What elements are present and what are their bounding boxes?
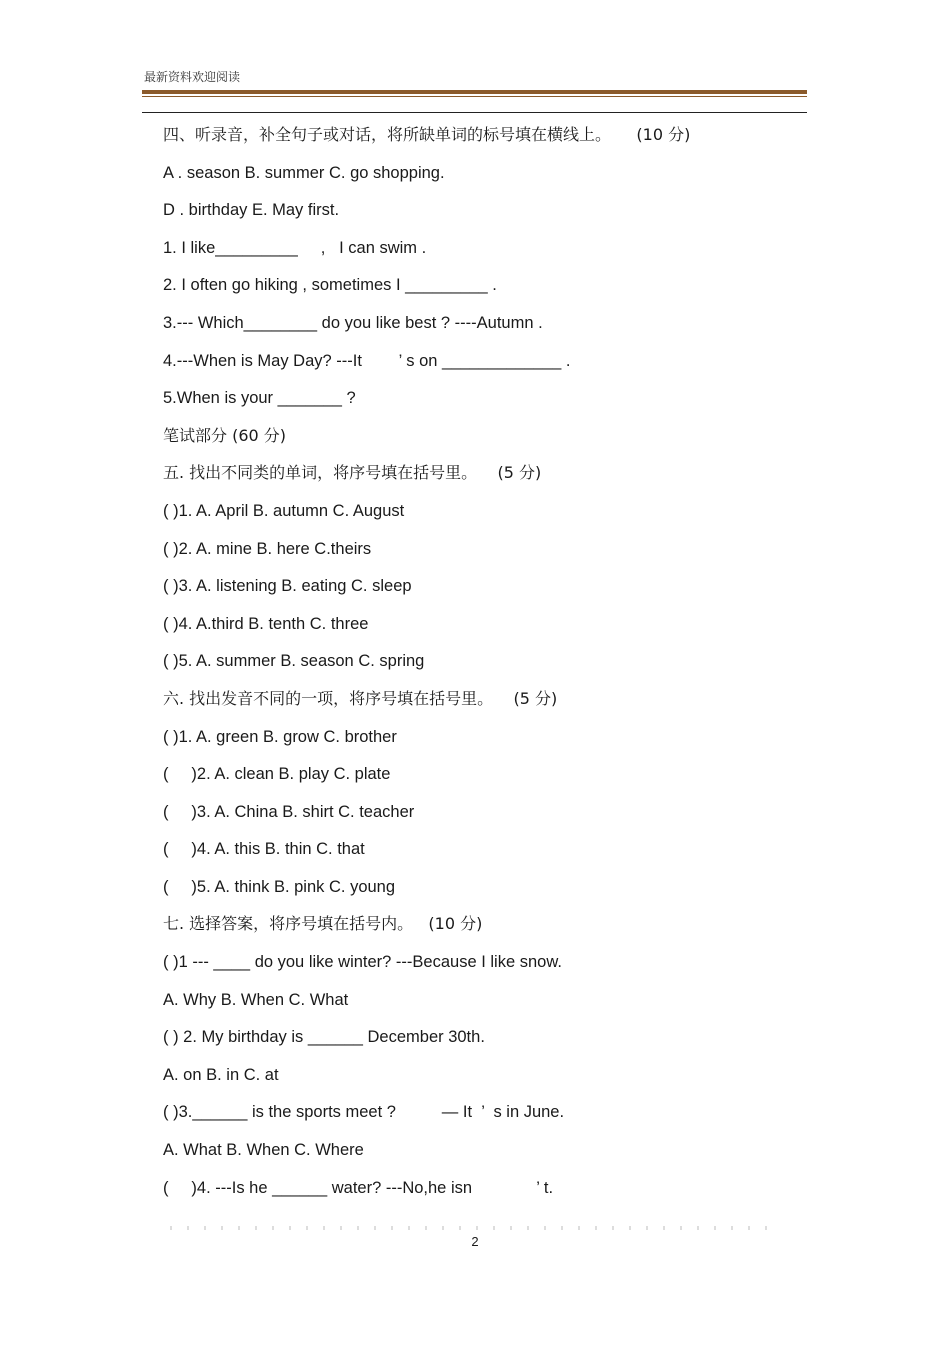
exercise-line: ( )3. A. listening B. eating C. sleep xyxy=(163,577,412,596)
exercise-line: 3.--- Which________ do you like best ? ----Autumn . xyxy=(163,313,543,332)
exercise-line: ( )2. A. clean B. play C. plate xyxy=(163,765,391,784)
exercise-line: A . season B. summer C. go shopping. xyxy=(163,163,445,182)
section-heading: 四、听录音，补全句子或对话，将所缺单词的标号填在横线上。 (10 分) xyxy=(163,125,691,144)
running-header: 最新资料欢迎阅读 xyxy=(144,70,241,84)
exercise-line: ( )3.______ is the sports meet ? — It ’ s in June. xyxy=(163,1103,565,1122)
exercise-line: ( )1. A. April B. autumn C. August xyxy=(163,501,405,520)
section-heading: 五. 找出不同类的单词，将序号填在括号里。 (5 分) xyxy=(163,463,542,483)
exercise-line: D . birthday E. May first. xyxy=(163,201,340,220)
exercise-line: A. What B. When C. Where xyxy=(163,1141,364,1160)
exercise-line: ( )1 --- ____ do you like winter? ---Because I like snow. xyxy=(163,953,562,972)
page-edge-artifact xyxy=(170,1226,770,1230)
header-rule-bottom xyxy=(142,112,807,113)
exercise-line: ( )4. A.third B. tenth C. three xyxy=(163,614,369,633)
section-heading: 七. 选择答案，将序号填在括号内。 (10 分) xyxy=(163,914,483,934)
header-rule-thin xyxy=(142,96,807,97)
exercise-line: ( ) 2. My birthday is ______ December 30th. xyxy=(163,1028,485,1047)
header-rule-thick xyxy=(142,90,807,94)
exercise-line: ( )1. A. green B. grow C. brother xyxy=(163,727,397,746)
exercise-line: ( )5. A. think B. pink C. young xyxy=(163,877,396,896)
exercise-line: 1. I like_________ , I can swim . xyxy=(163,238,427,257)
page-number: 2 xyxy=(471,1234,479,1249)
exercise-line: 4.---When is May Day? ---It ’ s on _____________ . xyxy=(163,351,571,370)
exercise-line: 5.When is your _______ ? xyxy=(163,389,356,408)
exercise-line: 2. I often go hiking , sometimes I _________ . xyxy=(163,276,497,295)
exercise-line: ( )5. A. summer B. season C. spring xyxy=(163,652,425,671)
exercise-line: ( )3. A. China B. shirt C. teacher xyxy=(163,802,415,821)
exercise-line: ( )2. A. mine B. here C.theirs xyxy=(163,539,372,558)
section-heading: 笔试部分 (60 分) xyxy=(163,425,287,445)
exercise-line: ( )4. A. this B. thin C. that xyxy=(163,840,365,859)
document-body xyxy=(163,121,803,1211)
exercise-line: ( )4. ---Is he ______ water? ---No,he isn ’ t. xyxy=(163,1178,554,1197)
exercise-line: A. on B. in C. at xyxy=(163,1065,279,1084)
section-heading: 六. 找出发音不同的一项，将序号填在括号里。 (5 分) xyxy=(163,688,558,708)
exercise-line: A. Why B. When C. What xyxy=(163,990,349,1009)
